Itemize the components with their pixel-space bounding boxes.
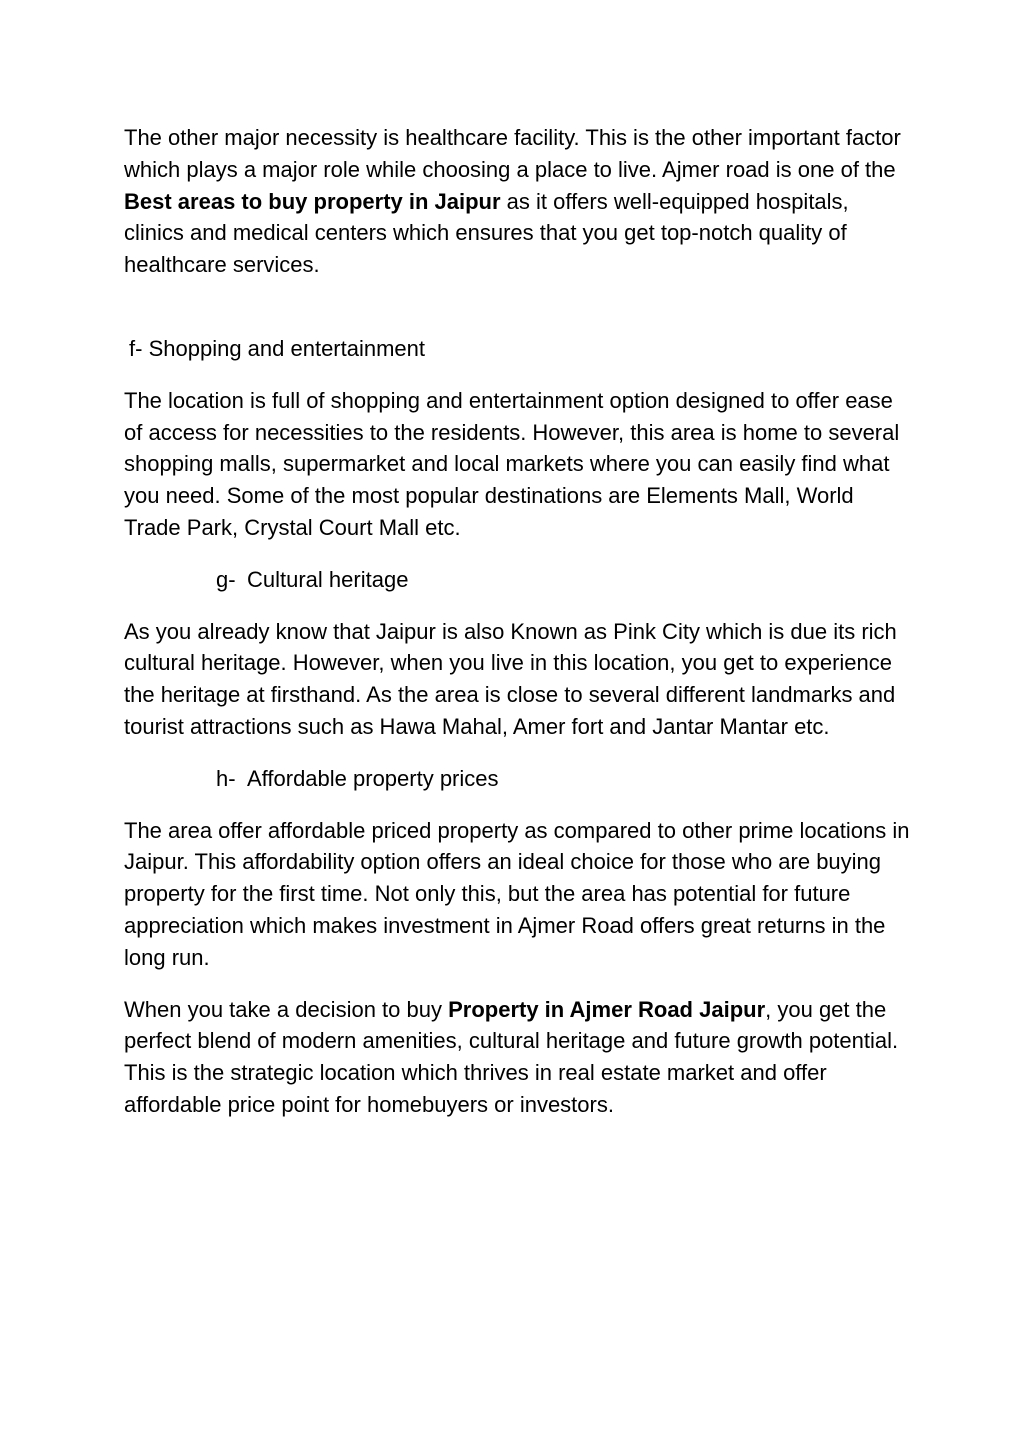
heading-shopping-text: Shopping and entertainment bbox=[148, 335, 426, 361]
conclusion-text-end: , you get the perfect blend of modern amenities, cultural heritage and future growth potential. This is the strategic location which thrives in real estate market and offer affordable price point for homebuyers or investors. bbox=[124, 996, 899, 1117]
heritage-paragraph: As you already know that Jaipur is also Known as Pink City which is due its rich cultural heritage. However, when you live in this location, you get to experience the heritage at firsthand. As the area is close to several different landmarks and tourist attractions such as Hawa Mahal, Amer fort and Jantar Mantar etc. bbox=[124, 618, 897, 739]
heading-prices-marker: h- bbox=[216, 765, 236, 791]
heading-heritage-marker: g- bbox=[216, 566, 236, 592]
heading-prices-text: Affordable property prices bbox=[247, 765, 499, 791]
healthcare-text-start: The other major necessity is healthcare facility. This is the other important factor which plays a major role while choosing a place to live. Ajmer road is one of the bbox=[124, 125, 901, 182]
shopping-paragraph: The location is full of shopping and entertainment option designed to offer ease of access for necessities to the residents. However, this area is home to several shopping malls, supermarket and local markets where you can easily find what you need. Some of the most popular destinations are Elements Mall, World Trade Park, Crystal Court Mall etc. bbox=[124, 387, 900, 540]
healthcare-text-end: as it offers well-equipped hospitals, clinics and medical centers which ensures that you get top-notch quality of healthcare services. bbox=[124, 188, 849, 278]
heading-prices bbox=[124, 763, 914, 795]
document-page bbox=[124, 122, 914, 1141]
healthcare-paragraph bbox=[124, 122, 914, 281]
conclusion-text-start: When you take a decision to buy bbox=[124, 996, 449, 1022]
healthcare-bold-phrase: Best areas to buy property in Jaipur bbox=[124, 188, 501, 214]
heading-heritage-text: Cultural heritage bbox=[247, 566, 409, 592]
conclusion-bold-phrase: Property in Ajmer Road Jaipur bbox=[448, 996, 766, 1022]
heading-shopping-marker: f- bbox=[129, 335, 143, 361]
heading-heritage bbox=[124, 564, 914, 596]
conclusion-paragraph bbox=[124, 994, 914, 1121]
prices-paragraph: The area offer affordable priced property as compared to other prime locations in Jaipur. This affordability option offers an ideal choice for those who are buying property for the first time. Not only this, but the area has potential for future appreciation which makes investment in Ajmer Road offers great returns in the long run. bbox=[124, 817, 910, 970]
heading-shopping bbox=[124, 333, 914, 365]
